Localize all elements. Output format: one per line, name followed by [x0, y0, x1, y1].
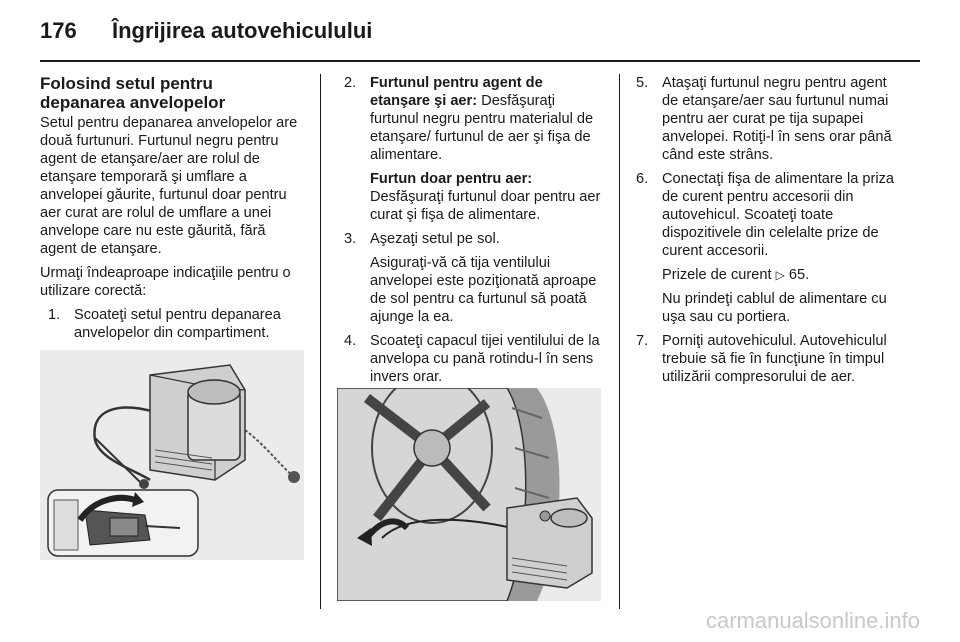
column-divider-1 — [320, 74, 321, 609]
step-7 — [636, 332, 906, 386]
sub-text: Desfăşuraţi furtunul doar pentru aer curat şi fişa de alimentare. — [370, 189, 601, 223]
step-label-bold: Furtunul pentru agent de etanşare şi aer: — [370, 75, 543, 109]
figure-wheel-compressor — [337, 388, 601, 601]
step-text: Desfăşuraţi furtunul negru pentru materialul de etanşare/ furtunul de aer şi fişa de alimentare. — [370, 93, 594, 163]
column-1 — [40, 74, 306, 348]
figure-compressor-kit — [40, 350, 304, 560]
step-2-sub — [370, 170, 604, 224]
watermark: carmanualsonline.info — [705, 608, 920, 633]
step-text: Aşezaţi setul pe sol. — [370, 231, 500, 247]
page-reference[interactable]: 65. — [788, 267, 810, 283]
page-number: 176 — [40, 18, 77, 43]
step-text: Scoateţi setul pentru depanarea anvelopelor din compartiment. — [74, 307, 281, 341]
step-number: 5. — [636, 75, 649, 91]
step-number: 6. — [636, 171, 649, 187]
column-3 — [636, 74, 906, 392]
step-6 — [636, 170, 906, 260]
column-divider-2 — [619, 74, 620, 609]
section-heading — [40, 74, 306, 112]
step-number: 2. — [344, 75, 357, 91]
wheel-compressor-illustration — [337, 388, 601, 601]
step-2 — [344, 74, 604, 164]
step-5 — [636, 74, 906, 164]
step-number: 7. — [636, 333, 649, 349]
step-text: Porniţi autovehiculul. Autovehiculul trebuie să fie în funcţiune în timpul utilizării compresorului de aer. — [662, 333, 887, 385]
heading-line-2: depanarea anvelopelor — [40, 93, 226, 112]
step-3-sub: Asiguraţi-vă că tija ventilului anvelopei este poziţionată aproape de sol pentru ca furtunul să poată ajunge la ea. — [370, 255, 597, 325]
step-number: 3. — [344, 231, 357, 247]
step-text: Scoateţi capacul tijei ventilului de la anvelopa cu pană rotindu-l în sens invers orar. — [370, 333, 600, 385]
step-number: 1. — [48, 307, 61, 323]
sub-text: Prizele de curent — [662, 267, 776, 283]
heading-line-1: Folosind setul pentru — [40, 74, 213, 93]
step-1 — [48, 306, 306, 342]
page-title: Îngrijirea autovehiculului — [112, 18, 373, 43]
step-3 — [344, 230, 604, 248]
instructions-paragraph: Urmaţi îndeaproape indicaţiile pentru o utilizare corectă: — [40, 265, 291, 299]
page-reference-icon: ▷ — [775, 268, 785, 282]
sub-label-bold: Furtun doar pentru aer: — [370, 171, 533, 187]
header-rule — [40, 60, 920, 62]
step-6-sub-2: Nu prindeţi cablul de alimentare cu uşa sau cu portiera. — [662, 291, 887, 325]
step-text: Conectaţi fişa de alimentare la priza de curent pentru accesorii din autovehicul. Scoateţi toate dispozitivele din celelalte prize de curent accesorii. — [662, 171, 894, 259]
step-4 — [344, 332, 604, 386]
step-text: Ataşaţi furtunul negru pentru agent de etanşare/aer sau furtunul numai pentru aer curat pe tija supapei anvelopei. Rotiţi-l în sens orar până când este strâns. — [662, 75, 892, 163]
column-2 — [336, 74, 604, 392]
step-number: 4. — [344, 333, 357, 349]
step-6-sub-1 — [662, 266, 906, 284]
compressor-kit-illustration — [40, 350, 304, 560]
intro-paragraph: Setul pentru depanarea anvelopelor are două furtunuri. Furtunul negru pentru agent de etanşare/aer are rolul de etanşare temporară şi umflare a anvelopei găurite, furtunul doar pentru aer curat are rolul de umflare a unei anvelope care nu este găurită, fără agent de etanşare. — [40, 115, 298, 257]
